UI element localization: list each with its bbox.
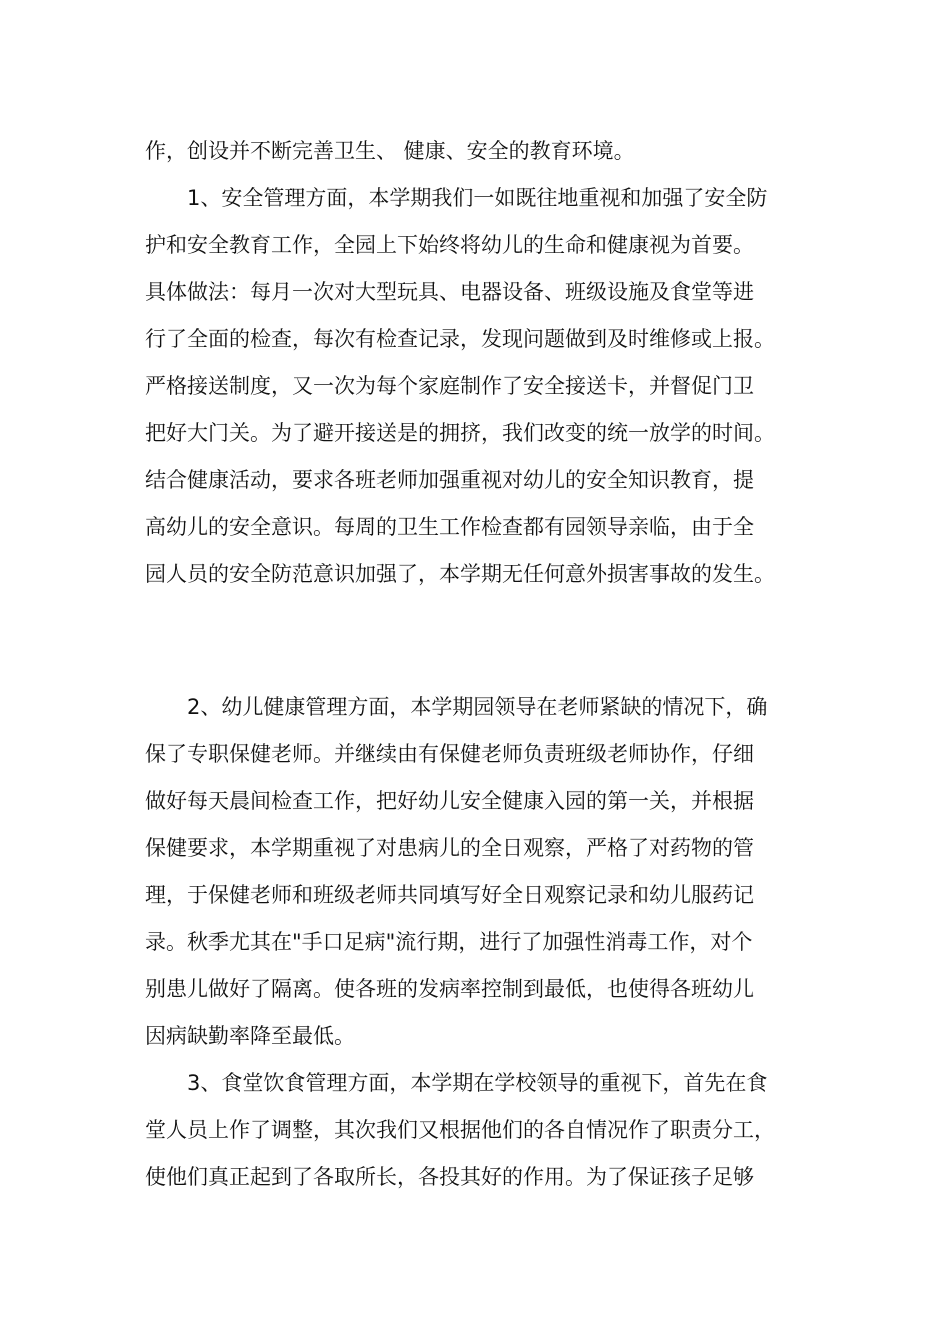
text-line: 园人员的安全防范意识加强了，本学期无任何意外损害事故的发生。 [145, 562, 775, 586]
text-line: 保了专职保健老师。并继续由有保健老师负责班级老师协作，仔细 [145, 742, 754, 766]
text-line: 行了全面的检查，每次有检查记录，发现问题做到及时维修或上报。 [145, 327, 775, 351]
paragraph-start-line: 2、幼儿健康管理方面，本学期园领导在老师紧缺的情况下，确 [187, 695, 768, 719]
paragraph-start-line: 3、食堂饮食管理方面，本学期在学校领导的重视下，首先在食 [187, 1071, 768, 1095]
text-line: 结合健康活动，要求各班老师加强重视对幼儿的安全知识教育，提 [145, 468, 754, 492]
text-line: 因病缺勤率降至最低。 [145, 1024, 355, 1048]
text-line: 高幼儿的安全意识。每周的卫生工作检查都有园领导亲临，由于全 [145, 515, 754, 539]
paragraph-start-line: 1、安全管理方面，本学期我们一如既往地重视和加强了安全防 [187, 186, 768, 210]
text-line: 作，创设并不断完善卫生、 健康、安全的教育环境。 [145, 139, 635, 163]
text-line: 堂人员上作了调整，其次我们又根据他们的各自情况作了职责分工， [145, 1118, 775, 1142]
text-line: 使他们真正起到了各取所长，各投其好的作用。为了保证孩子足够 [145, 1165, 754, 1189]
health-and-canteen-section [145, 684, 815, 1201]
text-line: 录。秋季尤其在"手口足病"流行期，进行了加强性消毒工作，对个 [145, 930, 753, 954]
text-line: 保健要求，本学期重视了对患病儿的全日观察，严格了对药物的管 [145, 836, 754, 860]
text-line: 理，于保健老师和班级老师共同填写好全日观察记录和幼儿服药记 [145, 883, 754, 907]
text-line: 把好大门关。为了避开接送是的拥挤，我们改变的统一放学的时间。 [145, 421, 775, 445]
text-line: 具体做法：每月一次对大型玩具、电器设备、班级设施及食堂等进 [145, 280, 754, 304]
text-line: 护和安全教育工作，全园上下始终将幼儿的生命和健康视为首要。 [145, 233, 754, 257]
text-line: 做好每天晨间检查工作，把好幼儿安全健康入园的第一关，并根据 [145, 789, 754, 813]
text-line: 别患儿做好了隔离。使各班的发病率控制到最低，也使得各班幼儿 [145, 977, 754, 1001]
text-line: 严格接送制度，又一次为每个家庭制作了安全接送卡，并督促门卫 [145, 374, 754, 398]
safety-management-section [145, 128, 815, 598]
